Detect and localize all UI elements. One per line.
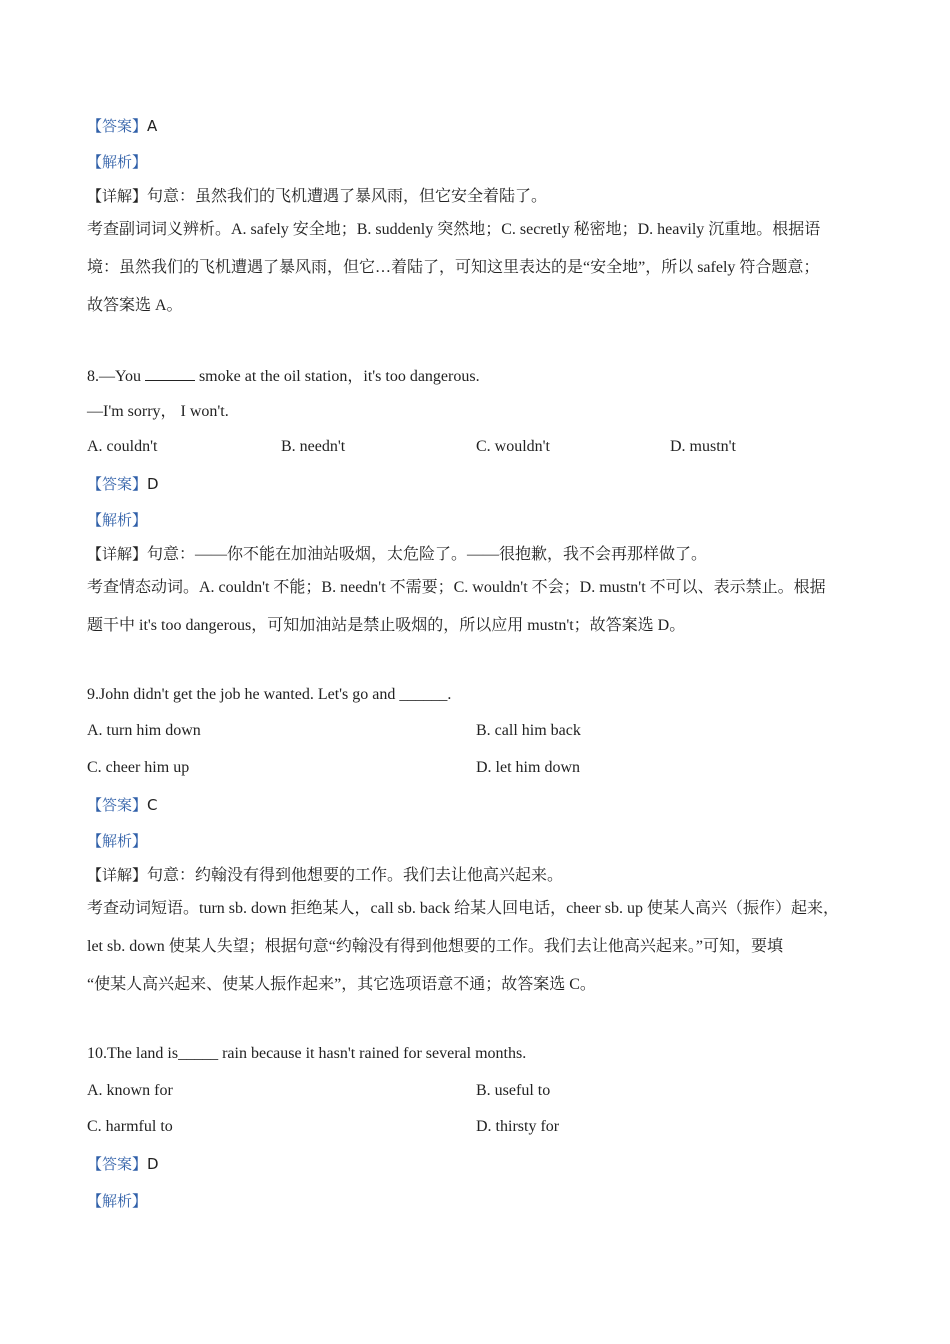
q10-option-d: D. thirsty for — [476, 1118, 560, 1135]
q8-option-a: A. couldn't — [87, 438, 158, 455]
q10-option-b: B. useful to — [476, 1082, 551, 1099]
answer-label: 【答案】 — [87, 796, 148, 814]
detail-label: 【详解】 — [87, 187, 148, 205]
q7-explain-line-2: 境：虽然我们的飞机遭遇了暴风雨，但它…着陆了，可知这里表达的是“安全地”，所以 safely 符合题意； — [87, 259, 820, 276]
q10-answer — [87, 1154, 159, 1175]
q9-option-a: A. turn him down — [87, 722, 201, 739]
q9-option-d: D. let him down — [476, 759, 580, 776]
answer-value: D — [147, 1155, 159, 1173]
q8-option-c: C. wouldn't — [476, 438, 550, 455]
q9-explain-line-1: 考查动词短语。turn sb. down 拒绝某人，call sb. back 给某人回电话，cheer sb. up 使某人高兴（振作）起来， — [87, 900, 839, 917]
q9-option-c: C. cheer him up — [87, 759, 190, 776]
q10-stem: 10.The land is_____ rain because it hasn't rained for several months. — [87, 1045, 527, 1062]
q8-analysis-label: 【解析】 — [87, 511, 148, 529]
q8-explain-line-2: 题干中 it's too dangerous，可知加油站是禁止吸烟的，所以应用 mustn't；故答案选 D。 — [87, 617, 686, 634]
q8-stem — [87, 366, 480, 387]
answer-value: D — [147, 475, 159, 493]
q10-analysis-label: 【解析】 — [87, 1192, 148, 1210]
q8-answer — [87, 474, 159, 495]
detail-label: 【详解】 — [87, 866, 148, 884]
answer-label: 【答案】 — [87, 117, 148, 135]
q8-detail — [87, 544, 707, 565]
q9-detail — [87, 865, 563, 886]
answer-label: 【答案】 — [87, 475, 148, 493]
answer-value: A — [147, 117, 158, 135]
detail-text: 句意：虽然我们的飞机遭遇了暴风雨，但它安全着陆了。 — [147, 188, 548, 205]
q9-stem: 9.John didn't get the job he wanted. Let's go and ______. — [87, 686, 452, 703]
answer-value: C — [147, 796, 158, 814]
answer-label: 【答案】 — [87, 1155, 148, 1173]
q7-explain-line-1: 考查副词词义辨析。A. safely 安全地；B. suddenly 突然地；C. secretly 秘密地；D. heavily 沉重地。根据语 — [87, 221, 821, 238]
q8-option-d: D. mustn't — [670, 438, 736, 455]
q9-analysis-label: 【解析】 — [87, 832, 148, 850]
q9-explain-line-3: “使某人高兴起来、使某人振作起来”，其它选项语意不通；故答案选 C。 — [87, 976, 596, 993]
detail-text: 句意：约翰没有得到他想要的工作。我们去让他高兴起来。 — [147, 867, 564, 884]
q7-detail — [87, 186, 547, 207]
q10-option-c: C. harmful to — [87, 1118, 173, 1135]
q7-answer — [87, 116, 157, 137]
q8-reply: —I'm sorry， I won't. — [87, 403, 229, 420]
q8-stem-suffix: smoke at the oil station，it's too dangerous. — [194, 368, 480, 385]
q8-option-b: B. needn't — [281, 438, 346, 455]
q8-blank — [145, 366, 195, 381]
q9-explain-line-2: let sb. down 使某人失望；根据句意“约翰没有得到他想要的工作。我们去让他高兴起来。”可知，要填 — [87, 938, 783, 955]
q9-answer — [87, 795, 158, 816]
q7-analysis-label: 【解析】 — [87, 153, 148, 171]
q8-stem-prefix: 8.—You — [87, 368, 145, 385]
q10-option-a: A. known for — [87, 1082, 173, 1099]
q7-explain-line-3: 故答案选 A。 — [87, 297, 183, 314]
detail-label: 【详解】 — [87, 545, 148, 563]
detail-text: 句意：——你不能在加油站吸烟，太危险了。——很抱歉，我不会再那样做了。 — [147, 546, 708, 563]
q8-explain-line-1: 考查情态动词。A. couldn't 不能；B. needn't 不需要；C. wouldn't 不会；D. mustn't 不可以、表示禁止。根据 — [87, 579, 826, 596]
q9-option-b: B. call him back — [476, 722, 581, 739]
